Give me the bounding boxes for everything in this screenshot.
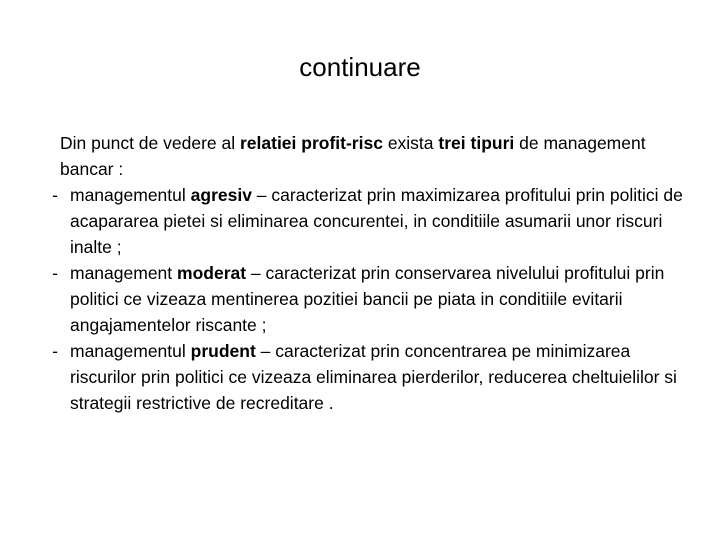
bullet-agresiv xyxy=(40,182,700,260)
bullet-bold: moderat xyxy=(177,263,247,283)
bullet-post: – caracterizat prin maximizarea profitului prin politici de acapararea pietei si eliminarea concurentei, in conditiile asumarii unor riscuri inalte ; xyxy=(70,185,683,257)
intro-bold-relatie: relatiei profit-risc xyxy=(239,133,383,153)
intro-text-1: Din punct de vedere al xyxy=(60,133,240,153)
slide-title-text: continuare xyxy=(299,52,421,82)
bullet-pre: managementul xyxy=(70,185,191,205)
bullet-dash: - xyxy=(52,263,58,283)
bullet-pre: management xyxy=(70,263,178,283)
bullet-prudent xyxy=(40,338,700,416)
slide-title xyxy=(0,52,720,83)
bullet-post: – caracterizat prin concentrarea pe minimizarea riscurilor prin politici ce vizeaza eliminarea pierderilor, reducerea cheltuielilor si strategii restrictive de recreditare . xyxy=(70,341,677,413)
bullet-moderat xyxy=(40,260,700,338)
intro-bold-tipuri: trei tipuri xyxy=(438,133,515,153)
bullet-dash: - xyxy=(52,341,58,361)
slide-body xyxy=(40,130,700,416)
bullet-text xyxy=(70,338,700,416)
intro-paragraph xyxy=(60,130,700,182)
intro-text-3: de management bancar : xyxy=(60,133,646,179)
bullet-text xyxy=(70,260,700,338)
bullet-post: – caracterizat prin conservarea nivelului profitului prin politici ce vizeaza mentinerea pozitiei bancii pe piata in conditiile evitarii angajamentelor riscante ; xyxy=(70,263,665,335)
bullet-bold: agresiv xyxy=(190,185,252,205)
intro-text-2: exista xyxy=(382,133,439,153)
bullet-dash: - xyxy=(52,185,58,205)
bullet-text xyxy=(70,182,700,260)
bullet-pre: managementul xyxy=(70,341,191,361)
bullet-bold: prudent xyxy=(190,341,256,361)
